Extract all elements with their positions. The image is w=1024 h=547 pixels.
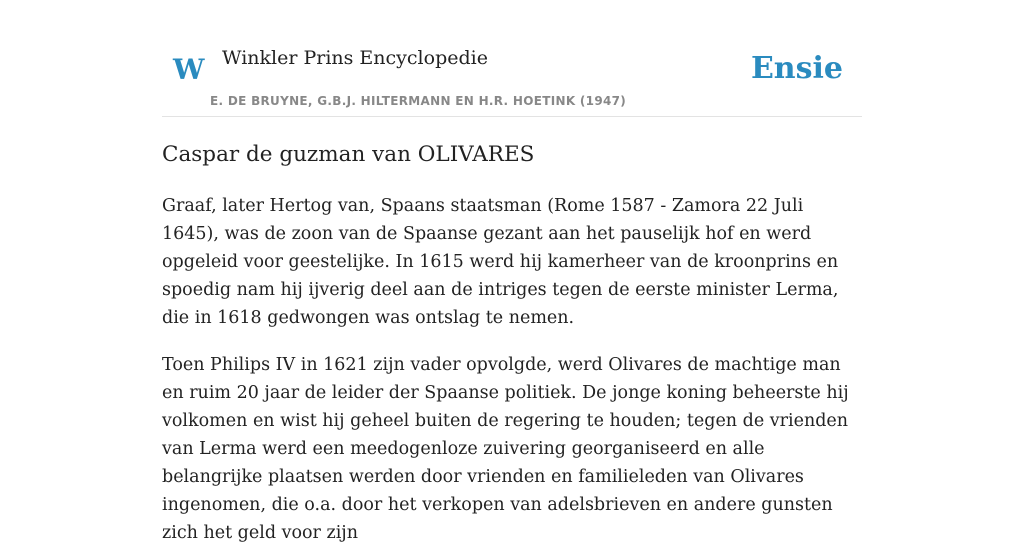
site-title[interactable]: Winkler Prins Encyclopedie [222, 47, 488, 69]
logo-icon[interactable]: W [173, 53, 205, 86]
article-paragraph: Toen Philips IV in 1621 zijn vader opvolgde, werd Olivares de machtige man en ruim 20 jaar de leider der Spaanse politiek. De jonge koning beheerste hij volkomen en wist hij geheel buiten de regering te houden; tegen de vrienden van Lerma werd een meedogenloze zuivering georganiseerd en alle belangrijke plaatsen werden door vrienden en familieleden van Olivares ingenomen, die o.a. door het verkopen van adelsbrieven en andere gunsten zich het geld voor zijn [162, 355, 849, 543]
site-subtitle: E. DE BRUYNE, G.B.J. HILTERMANN EN H.R. HOETINK (1947) [210, 94, 627, 108]
ensie-logo-link[interactable]: Ensie [750, 51, 843, 86]
article-title: Caspar de guzman van OLIVARES [162, 142, 535, 167]
article-content [162, 138, 862, 547]
article-paragraph: Graaf, later Hertog van, Spaans staatsman (Rome 1587 - Zamora 22 Juli 1645), was de zoon van de Spaanse gezant aan het pauselijk hof en werd opgeleid voor geestelijke. In 1615 werd hij kamerheer van de kroonprins en spoedig nam hij ijverig deel aan de intriges tegen de eerste minister Lerma, die in 1618 gedwongen was ontslag te nemen. [162, 196, 839, 328]
site-header [162, 0, 862, 117]
